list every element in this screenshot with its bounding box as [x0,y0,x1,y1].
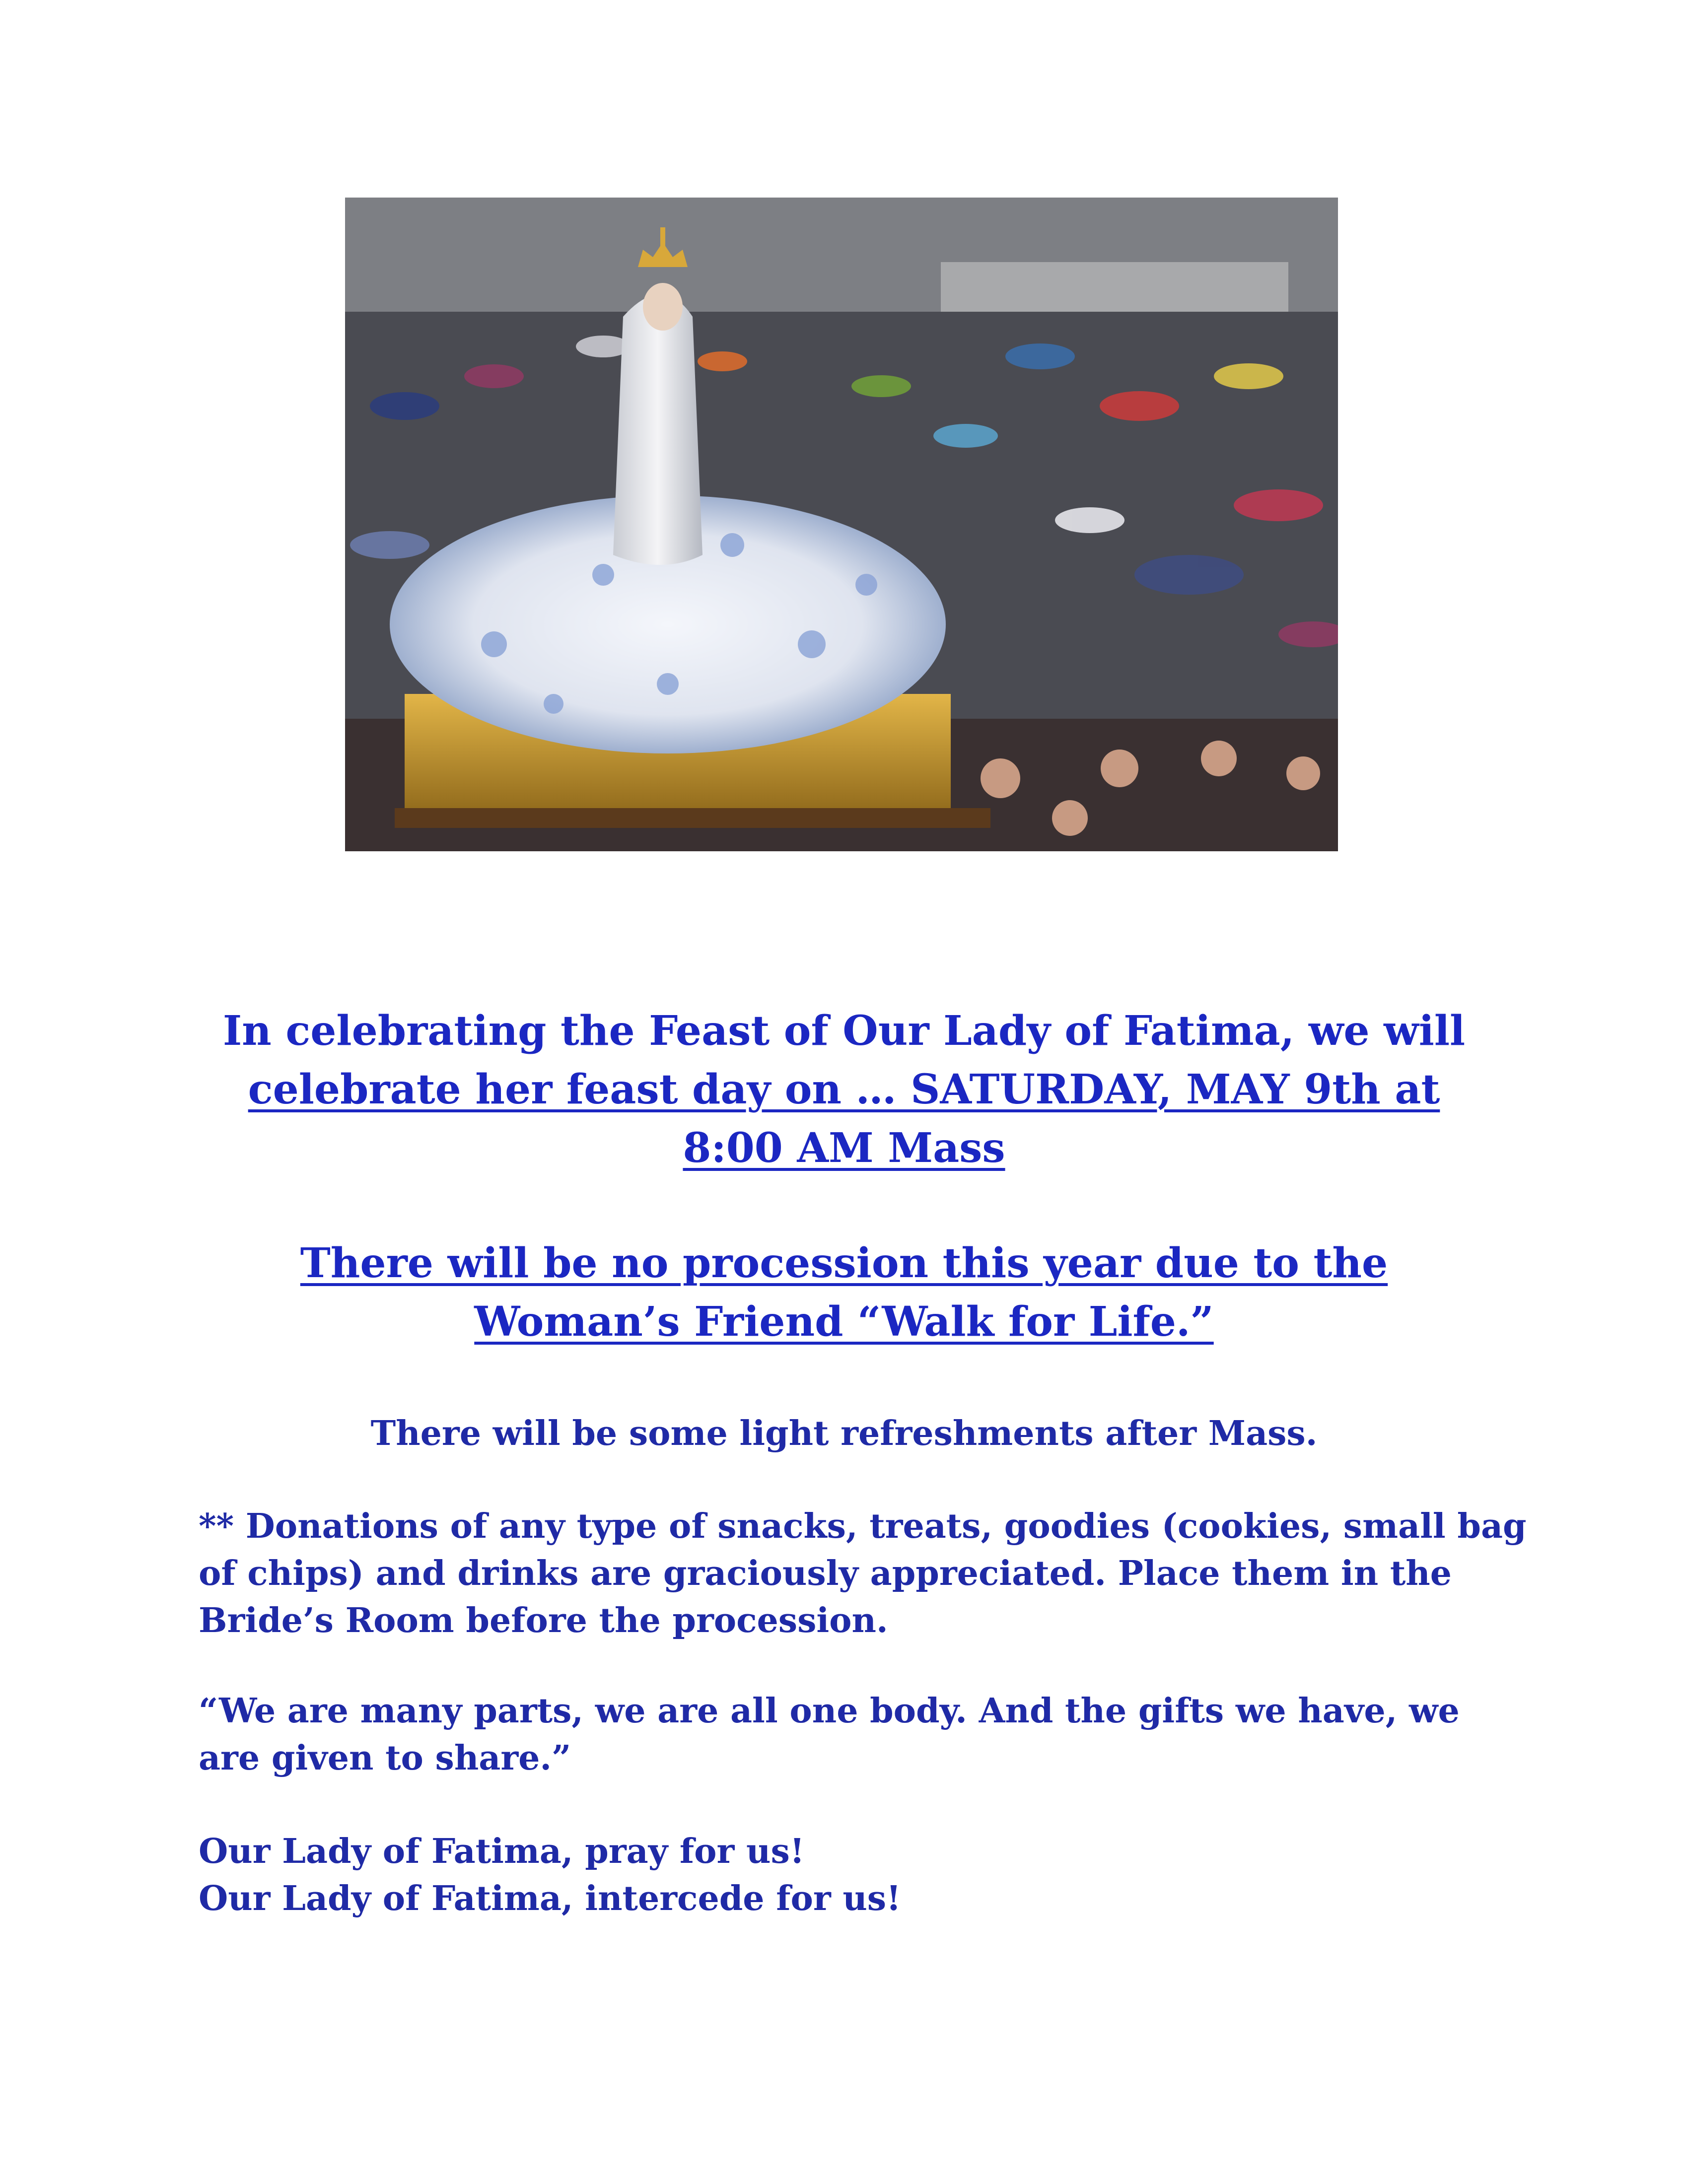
feast-announcement-line3: 8:00 AM Mass [683,1124,1005,1172]
donations-line2: of chips) and drinks are graciously appreciated. Place them in the [199,1554,1452,1593]
procession-notice [149,1234,1539,1351]
feast-announcement-line2: celebrate her feast day on … SATURDAY, MAY 9th at [248,1066,1440,1113]
donations-line1: ** Donations of any type of snacks, treats, goodies (cookies, small bag [199,1506,1527,1546]
feast-announcement-line1: In celebrating the Feast of Our Lady of Fatima, we will [222,1007,1466,1055]
statue-procession-photo-icon [345,198,1338,851]
prayers-paragraph [199,1828,1509,1922]
donations-paragraph [199,1503,1527,1644]
donations-line3: Bride’s Room before the procession. [199,1601,888,1640]
procession-notice-line2: Woman’s Friend “Walk for Life.” [474,1298,1214,1346]
quote-line2: are given to share.” [199,1738,571,1778]
procession-photo [345,198,1338,851]
quote-paragraph [199,1688,1509,1782]
feast-announcement [149,1002,1539,1177]
quote-line1: “We are many parts, we are all one body. And the gifts we have, we [199,1691,1460,1731]
prayer-line1: Our Lady of Fatima, pray for us! [199,1832,805,1871]
prayer-line2: Our Lady of Fatima, intercede for us! [199,1879,901,1918]
refreshments-note: There will be some light refreshments after Mass. [370,1414,1318,1453]
procession-notice-line1: There will be no procession this year due to the [300,1239,1388,1287]
